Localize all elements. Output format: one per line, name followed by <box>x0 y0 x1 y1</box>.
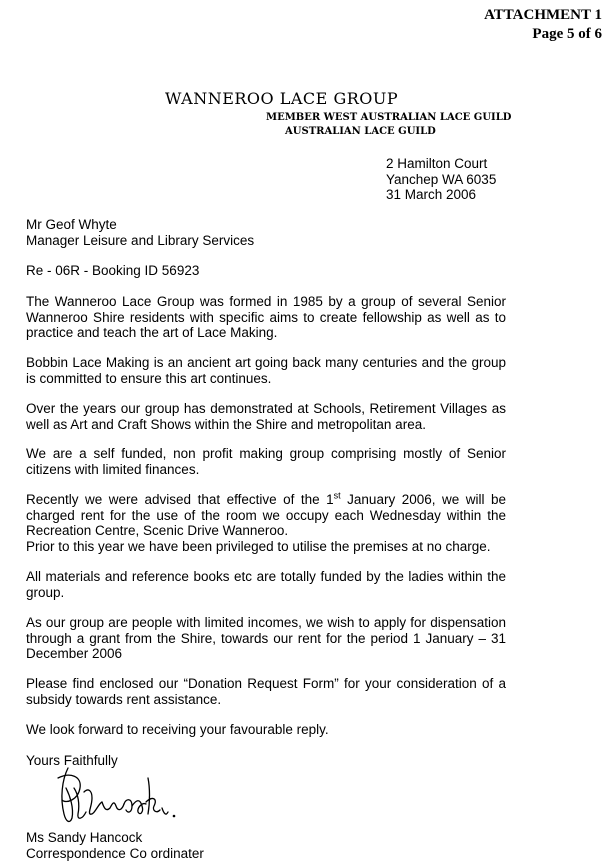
rent-notice-line-2: Prior to this year we have been privileged to utilise the premises at no charge. <box>26 538 491 554</box>
body-paragraph-4: We are a self funded, non profit making group comprising mostly of Senior citizens with limited finances. <box>26 446 506 477</box>
recipient-block <box>26 217 254 248</box>
body-paragraph-1: The Wanneroo Lace Group was formed in 1985 by a group of several Senior Wanneroo Shire residents with specific aims to create fellowship as well as to practice and teach the art of Lace Making. <box>26 294 506 340</box>
ordinal-suffix: st <box>333 490 341 501</box>
guild-membership-2: AUSTRALIAN LACE GUILD <box>285 126 436 137</box>
organization-name: WANNEROO LACE GROUP <box>165 89 399 108</box>
sender-address <box>386 156 496 203</box>
letter-date: 31 March 2006 <box>386 187 477 202</box>
body-paragraph-8: Please find enclosed our “Donation Request Form” for your consideration of a subsidy towards rent assistance. <box>26 676 506 707</box>
body-paragraph-3: Over the years our group has demonstrated at Schools, Retirement Villages as well as Art and Craft Shows within the Shire and metropolitan area. <box>26 401 506 432</box>
page-number: Page 5 of 6 <box>532 26 602 42</box>
salutation: Yours Faithfully <box>26 753 118 768</box>
recipient-title: Manager Leisure and Library Services <box>26 232 255 248</box>
handwritten-signature <box>40 758 190 830</box>
recipient-name: Mr Geof Whyte <box>26 217 117 232</box>
body-paragraph-5 <box>26 492 506 554</box>
attachment-header <box>484 6 602 44</box>
address-line-2: Yanchep WA 6035 <box>386 171 497 187</box>
address-line-1: 2 Hamilton Court <box>386 156 488 171</box>
body-paragraph-9: We look forward to receiving your favourable reply. <box>26 722 329 737</box>
subject-line: Re - 06R - Booking ID 56923 <box>26 263 200 278</box>
body-paragraph-2: Bobbin Lace Making is an ancient art going back many centuries and the group is committed to ensure this art continues. <box>26 355 506 386</box>
attachment-label: ATTACHMENT 1 <box>484 7 602 23</box>
signatory-block <box>26 830 204 861</box>
signatory-name: Ms Sandy Hancock <box>26 830 143 845</box>
guild-membership-1: MEMBER WEST AUSTRALIAN LACE GUILD <box>266 112 512 123</box>
rent-notice-end: January 2006, we will be charged rent for the use of the room we occupy each Wednesday within the Recreation Centre, Scenic Drive Wanneroo. <box>26 492 506 538</box>
body-paragraph-7: As our group are people with limited incomes, we wish to apply for dispensation through a grant from the Shire, towards our rent for the period 1 January – 31 December 2006 <box>26 615 506 661</box>
signatory-role: Correspondence Co ordinater <box>26 845 204 861</box>
body-paragraph-6: All materials and reference books etc are totally funded by the ladies within the group. <box>26 569 506 600</box>
rent-notice-start: Recently we were advised that effective of the 1 <box>26 492 334 507</box>
